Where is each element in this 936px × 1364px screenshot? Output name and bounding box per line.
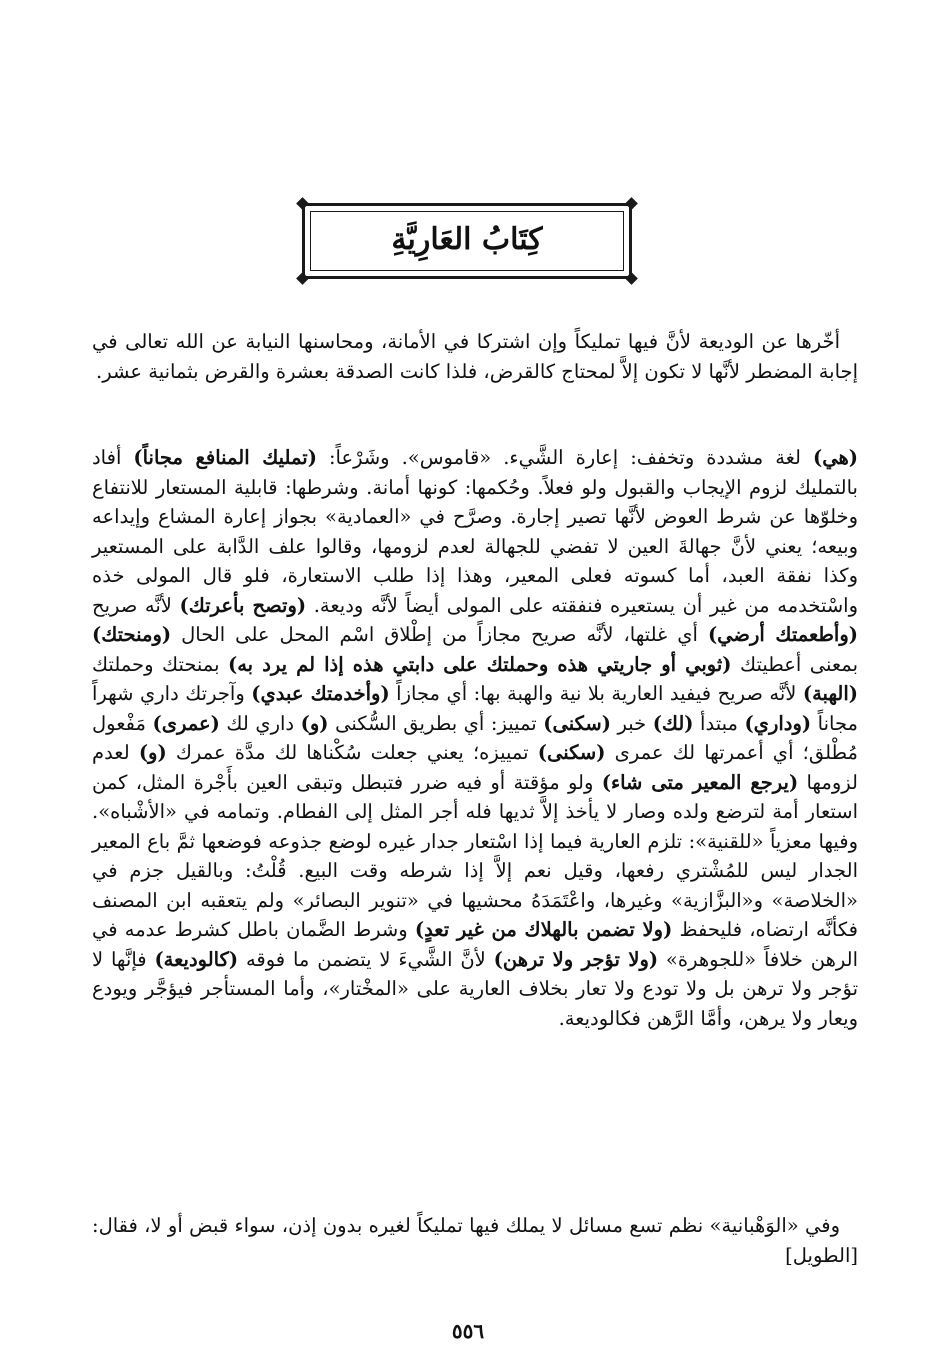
frame-corner-ornament-icon [296, 272, 309, 285]
bold-matn-segment: (ولا تؤجر ولا ترهن) [493, 947, 659, 971]
commentary-segment: بمعنى أعطيتك [731, 652, 859, 676]
commentary-segment: ولو مؤقتة أو فيه ضرر فتبطل وتبقى العين بأَجْرة المثل، كمن استعار أمة لترضع ولده وصار لا يأخذ إلاَّ ثديها فله أجر المثل إلى الفطام. وتمامه في «الأشْباه». وفيها معزياً «للقنية»: تلزم العارية فيما إذا اسْتعار جدار غيره لوضع جذوعه فوضعها ثمَّ باع المعير الجدار ليس للمُشْتري رفعها، وقيل نعم إلاَّ إذا شرطه وقت البيع. قُلْتُ: وبالقيل جزم في «الخلاصة» و«البزَّازية» وغيرها، واعْتَمَدَهُ محشيها في «تنوير البصائر» ولم يتعقبه ابن المصنف فكأنَّه ارتضاه، فليحفظ [92, 770, 858, 941]
bold-matn-segment: (هي) [813, 446, 858, 469]
bold-matn-segment: (ثوبي أو جاريتي هذه وحملتك على دابتي هذه إذا لم يرد به) [228, 652, 732, 676]
bold-matn-segment: (ولا تضمن بالهلاك من غير تعدٍ) [414, 918, 673, 941]
paragraph-intro [92, 327, 858, 386]
paragraph-wahbaniya [92, 1211, 858, 1270]
commentary-segment: لأنَّ الشَّيءَ لا يتضمن ما فوقه [238, 947, 494, 971]
bold-matn-segment: (وتصح بأعرتك) [179, 593, 307, 617]
frame-corner-ornament-icon [296, 197, 309, 210]
bold-matn-segment: (كالوديعة) [154, 947, 239, 971]
page-number: ٥٥٦ [451, 1319, 485, 1343]
bold-matn-segment: (تمليك المنافع مجاناً) [133, 446, 317, 469]
paragraph-wahbaniya-text: وفي «الوَهْبانية» نظم تسع مسائل لا يملك فيها تمليكاً لغيره بدون إذن، سواء قبض أو لا، فقال: [الطويل] [92, 1214, 858, 1267]
paragraph-intro-text: أخّرها عن الوديعة لأنَّ فيها تمليكاً وإن اشتركا في الأمانة، ومحاسنها النيابة عن الله تعالى في إجابة المضطر لأنَّها لا تكون إلاَّ لمحتاج كالقرض، فلذا كانت الصدقة بعشرة والقرض بثمانية عشر. [92, 330, 858, 383]
bold-matn-segment: (عمرى) [152, 711, 220, 735]
commentary-segment: لعدم لزومها [92, 741, 858, 794]
commentary-segment: أفاد بالتمليك لزوم الإيجاب والقبول ولو فعلاً. وحُكمها: كونها أمانة. وشرطها: قابلية المستعار للانتفاع وخلوّها عن شرط العوض لأنَّها تصير إجارة. وصرَّح في «العمادية» بجواز إعارة المشاع وإيداعه وبيعه؛ يعني لأنَّ جهالةَ العين لا تفضي للجهالة لعدم لزومها، وقالوا علف الدَّابة على المستعير وكذا نفقة العبد، أما كسوته فعلى المعير، وهذا إذا طلب الاستعارة، فلو قال المولى خذه واسْتخدمه من غير أن يستعيره فنفقته على المولى أيضاً لأنَّه وديعة. [92, 446, 858, 617]
bold-matn-segment: (يرجع المعير متى شاء) [601, 770, 799, 794]
bold-matn-segment: (الهبة) [802, 682, 859, 705]
commentary-segment: وشرط الضَّمان باطل كشرط عدمه في الرهن خلافاً «للجوهرة» [92, 918, 858, 971]
commentary-segment: تمييز: أي بطريق السُّكنى [328, 711, 544, 735]
chapter-title: كِتَابُ العَارِيَّةِ [391, 222, 543, 257]
commentary-segment: بمنحتك وحملتك [92, 652, 228, 676]
frame-corner-ornament-icon [625, 272, 638, 285]
commentary-segment: مبتدأ [693, 711, 745, 735]
commentary-segment: داري لك [219, 711, 301, 735]
commentary-segment: وآجرتك داري شهراً مجاناً [92, 682, 858, 735]
commentary-segment: فإنَّها لا تؤجر ولا ترهن بل ولا تودع ولا تعار بخلاف العارية على «المخْتار»، وأما المستأجر فيؤجَّر ويودع ويعار ولا يرهن، وأمَّا الرَّهن فكالوديعة. [92, 947, 858, 1030]
commentary-segment: لغة مشددة وتخفف: إعارة الشَّيء. «قاموس». وشَرْعاً: [316, 446, 813, 469]
bold-matn-segment: (و) [138, 741, 167, 764]
bold-matn-segment: (ومنحتك) [92, 623, 172, 646]
title-frame [302, 203, 632, 279]
bold-matn-segment: (وداري) [744, 711, 812, 735]
bold-matn-segment: (وأطعمتك أرضي) [707, 623, 858, 646]
bold-matn-segment: (سكنى) [537, 741, 606, 764]
bold-matn-segment: (وأخدمتك عبدي) [251, 682, 390, 705]
frame-corner-ornament-icon [625, 197, 638, 210]
commentary-segment: خبر [610, 711, 653, 735]
commentary-segment: لأنَّه صريح فيفيد العارية بلا نية والهبة بها: أي مجازاً [389, 682, 803, 705]
commentary-segment: أي غلتها، لأنَّه صريح مجازاً من إطْلاق اسْم المحل على الحال [171, 623, 708, 646]
commentary-segment: تمييزه؛ يعني جعلت سُكْناها لك مدَّة عمرك [166, 741, 538, 764]
bold-matn-segment: (و) [300, 711, 329, 735]
bold-matn-segment: (سكنى) [543, 711, 611, 735]
paragraph-definition [92, 443, 858, 1033]
bold-matn-segment: (لك) [652, 711, 694, 735]
commentary-segment: مَفْعول مُطْلق؛ أي أعمرتها لك عمرى [92, 711, 858, 764]
commentary-segment: لأنَّه صريح [92, 593, 180, 617]
